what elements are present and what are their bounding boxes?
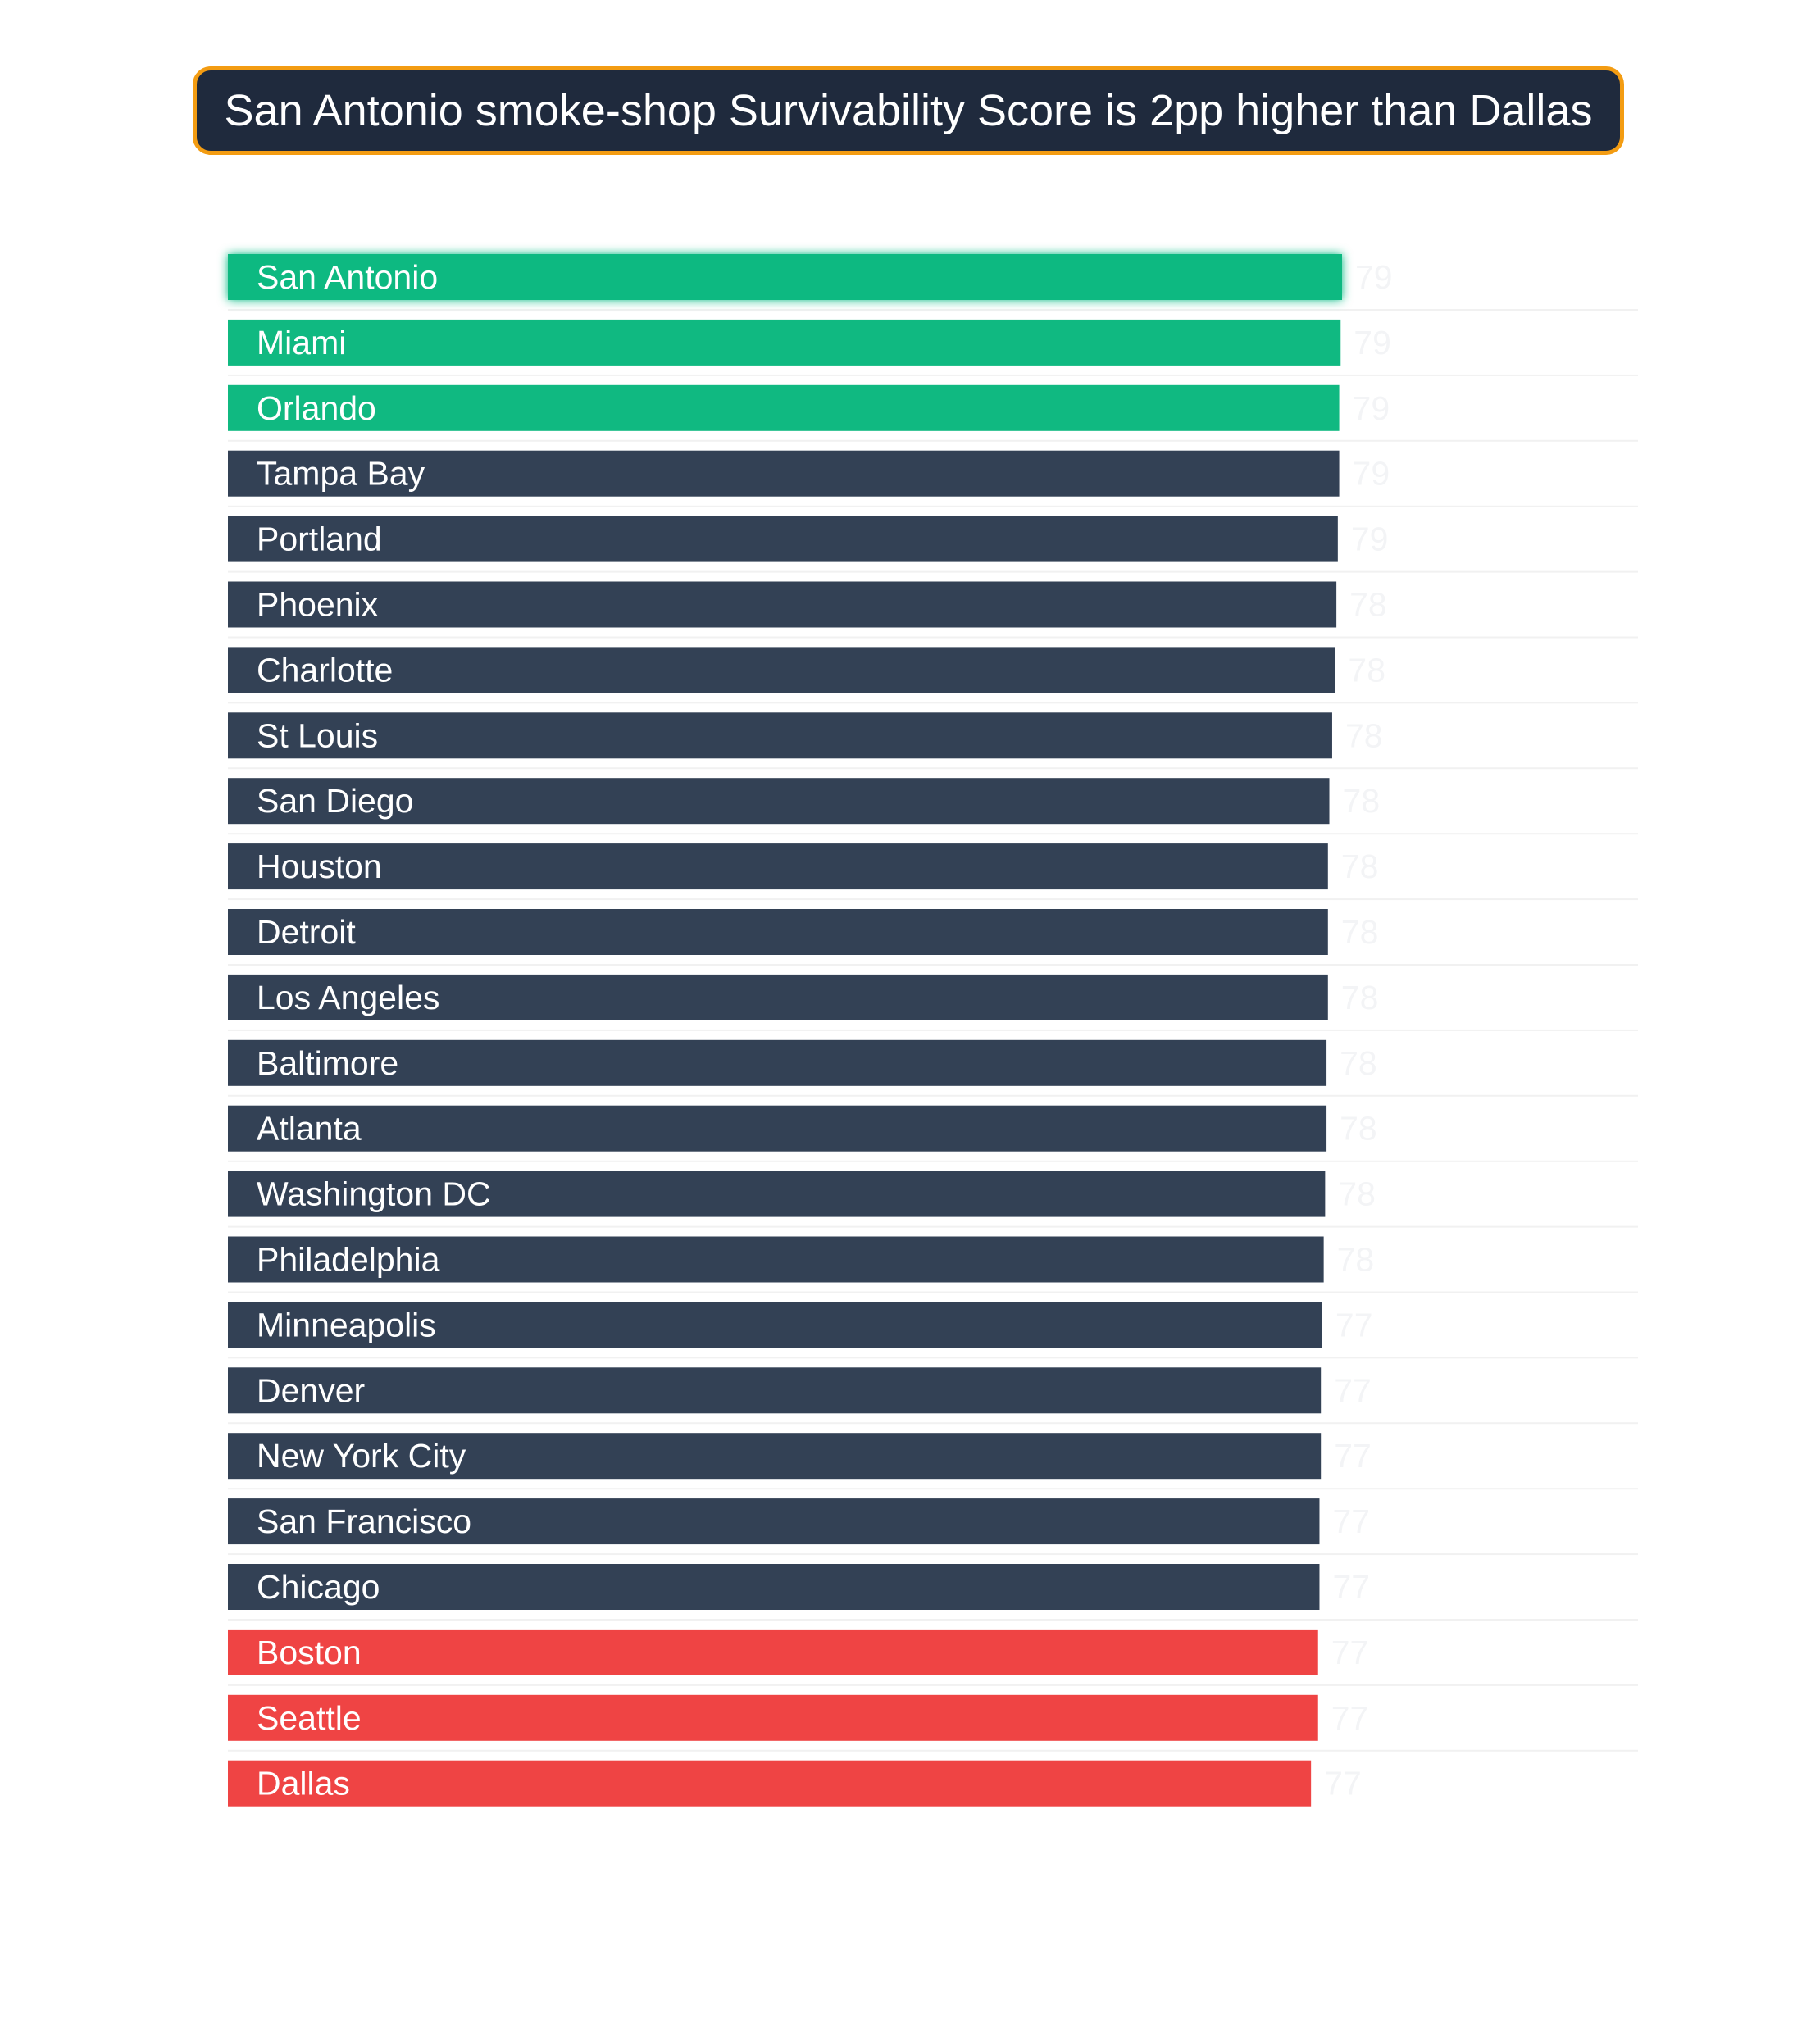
bar-label: Tampa Bay [257, 454, 425, 493]
value-label: 77 [1335, 1306, 1373, 1344]
value-label: 79 [1354, 323, 1391, 361]
value-label: 78 [1340, 913, 1379, 951]
chart-title: San Antonio smoke-shop Survivability Score is 2pp higher than Dallas [193, 66, 1624, 155]
bar-label: Portland [257, 520, 382, 558]
bar-denver [228, 1367, 1321, 1413]
bar-charlotte [228, 647, 1335, 693]
value-label: 78 [1338, 1175, 1376, 1213]
value-label: 78 [1340, 1043, 1377, 1082]
value-label: 77 [1334, 1437, 1372, 1475]
bar-portland [228, 516, 1338, 562]
bar-dallas [228, 1761, 1311, 1807]
bar-st-louis [228, 712, 1332, 758]
bar-seattle [228, 1695, 1318, 1741]
bar-label: Minneapolis [257, 1306, 436, 1344]
value-label: 77 [1334, 1371, 1372, 1410]
bar-label: Los Angeles [257, 978, 440, 1016]
bar-label: Dallas [257, 1764, 350, 1802]
value-label: 77 [1324, 1764, 1362, 1802]
bar-label: Boston [257, 1633, 362, 1671]
bar-label: Phoenix [257, 585, 379, 624]
value-label: 77 [1331, 1698, 1369, 1737]
value-label: 79 [1352, 389, 1390, 427]
value-label: 78 [1340, 978, 1379, 1016]
bar-orlando [228, 385, 1340, 431]
bar-label: Charlotte [257, 651, 394, 689]
bar-label: Baltimore [257, 1043, 399, 1082]
value-label: 78 [1348, 651, 1386, 689]
value-label: 78 [1349, 585, 1387, 624]
bar-label: San Diego [257, 782, 414, 820]
bar-label: Denver [257, 1371, 366, 1410]
bar-label: Seattle [257, 1698, 362, 1737]
value-label: 79 [1355, 258, 1393, 296]
bar-houston [228, 843, 1328, 889]
bar-label: Washington DC [257, 1175, 491, 1213]
value-label: 78 [1342, 782, 1381, 820]
bar-label: Atlanta [257, 1109, 362, 1148]
bar-miami [228, 320, 1340, 366]
bar-label: St Louis [257, 716, 379, 755]
bar-label: Miami [257, 323, 347, 361]
bar-label: Houston [257, 848, 382, 886]
bar-label: New York City [257, 1437, 466, 1475]
bar-chicago [228, 1564, 1319, 1610]
value-label: 77 [1331, 1633, 1369, 1671]
value-label: 78 [1340, 848, 1379, 886]
bar-label: Philadelphia [257, 1240, 440, 1279]
bar-boston [228, 1630, 1318, 1675]
value-label: 77 [1332, 1502, 1371, 1541]
bar-label: Chicago [257, 1568, 380, 1606]
value-label: 79 [1352, 454, 1390, 493]
value-label: 78 [1336, 1240, 1375, 1279]
bar-atlanta [228, 1106, 1326, 1152]
value-label: 77 [1332, 1568, 1371, 1606]
bar-label: San Francisco [257, 1502, 472, 1541]
bar-label: San Antonio [257, 258, 439, 296]
bar-label: Detroit [257, 913, 356, 951]
value-label: 79 [1350, 520, 1389, 558]
bar-label: Orlando [257, 389, 376, 427]
value-label: 78 [1340, 1109, 1377, 1148]
value-label: 78 [1345, 716, 1383, 755]
bar-phoenix [228, 582, 1336, 628]
bar-detroit [228, 909, 1328, 955]
